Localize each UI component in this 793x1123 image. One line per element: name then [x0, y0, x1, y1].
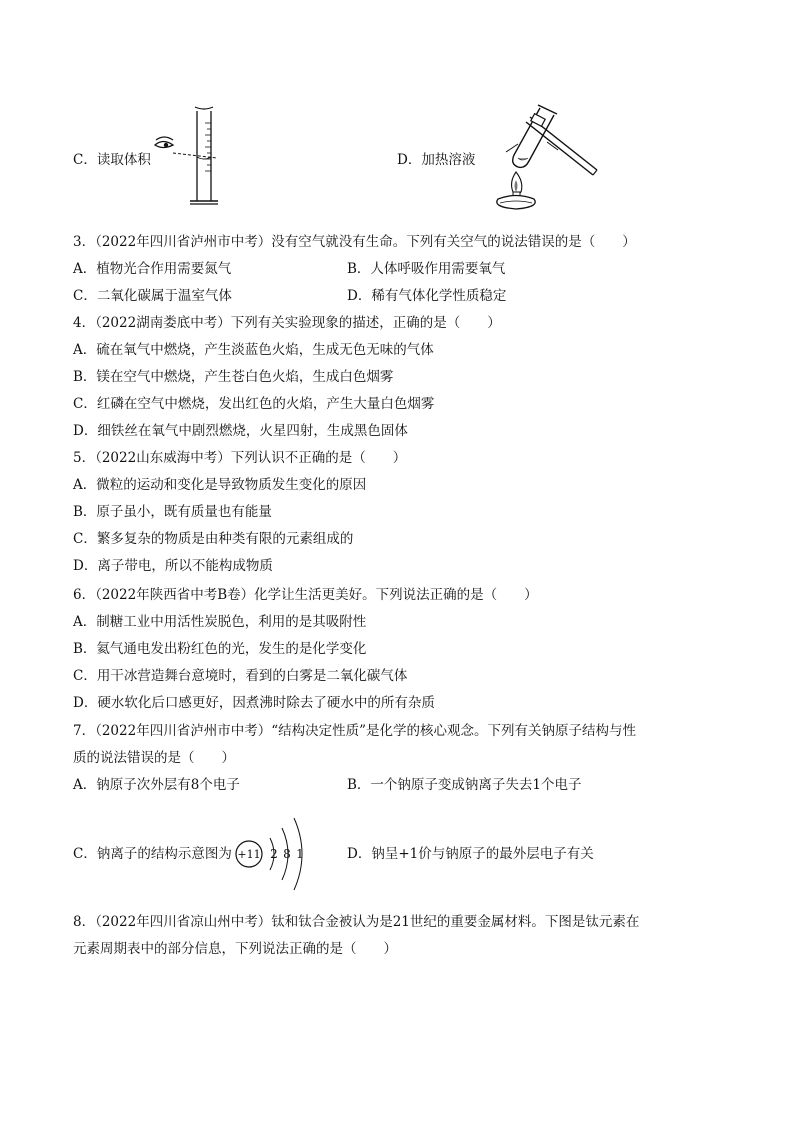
q4-option-b: B．镁在空气中燃烧，产生苍白色火焰，生成白色烟雾 [73, 369, 394, 385]
sodium-structure-diagram [232, 808, 324, 900]
option-d-heat-solution: D．加热溶液 [397, 152, 476, 168]
q8-stem-line-1: 8．（2022年四川省凉山州中考）钛和钛合金被认为是21世纪的重要金属材料。下图是钛元素在 [73, 914, 640, 930]
q3-stem: 3．（2022年四川省泸州市中考）没有空气就没有生命。下列有关空气的说法错误的是（ ） [73, 234, 636, 250]
q4-stem: 4．（2022湖南娄底中考）下列有关实验现象的描述，正确的是（ ） [73, 315, 501, 331]
q6-option-b: B．氦气通电发出粉红色的光，发生的是化学变化 [73, 641, 367, 657]
q4-option-d: D．细铁丝在氧气中剧烈燃烧，火星四射，生成黑色固体 [73, 423, 408, 439]
q5-option-b: B．原子虽小，既有质量也有能量 [73, 504, 272, 520]
q3-option-c: C．二氧化碳属于温室气体 [73, 288, 232, 304]
nucleus-charge: +11 [237, 848, 261, 861]
q4-option-c: C．红磷在空气中燃烧，发出红色的火焰，产生大量白色烟雾 [73, 396, 435, 412]
q3-option-b: B．人体呼吸作用需要氧气 [347, 261, 506, 277]
q3-option-d: D．稀有气体化学性质稳定 [347, 288, 507, 304]
q6-option-d: D．硬水软化后口感更好，因煮沸时除去了硬水中的所有杂质 [73, 695, 435, 711]
q7-option-d: D．钠呈+1价与钠原子的最外层电子有关 [347, 846, 594, 862]
q7-option-c: C．钠离子的结构示意图为 [73, 846, 232, 862]
shell-1-electrons: 2 [270, 847, 278, 861]
q5-option-c: C．繁多复杂的物质是由种类有限的元素组成的 [73, 531, 354, 547]
q3-option-a: A．植物光合作用需要氮气 [73, 261, 232, 277]
q6-option-a: A．制糖工业中用活性炭脱色，利用的是其吸附性 [73, 614, 367, 630]
q7-stem-line-1: 7．（2022年四川省泸州市中考）“结构决定性质”是化学的核心观念。下列有关钠原子结构与性 [73, 723, 636, 739]
option-c-read-volume: C．读取体积 [73, 152, 151, 168]
q6-option-c: C．用干冰营造舞台意境时，看到的白雾是二氧化碳气体 [73, 668, 408, 684]
q8-stem-line-2: 元素周期表中的部分信息，下列说法正确的是（ ） [73, 941, 397, 957]
q7-option-a: A．钠原子次外层有8个电子 [73, 777, 240, 793]
q4-option-a: A．硫在氧气中燃烧，产生淡蓝色火焰，生成无色无味的气体 [73, 342, 434, 358]
q5-option-d: D．离子带电，所以不能构成物质 [73, 558, 273, 574]
q5-option-a: A．微粒的运动和变化是导致物质发生变化的原因 [73, 477, 367, 493]
shell-2-electrons: 8 [283, 847, 291, 861]
shell-3-electrons: 1 [296, 847, 304, 861]
q5-stem: 5．（2022山东威海中考）下列认识不正确的是（ ） [73, 450, 407, 466]
q7-option-b: B．一个钠原子变成钠离子失去1个电子 [347, 777, 582, 793]
alcohol-lamp-test-tube-figure [478, 100, 603, 210]
q7-stem-line-2: 质的说法错误的是（ ） [73, 750, 235, 766]
q6-stem: 6．（2022年陕西省中考B卷）化学让生活更美好。下列说法正确的是（ ） [73, 587, 538, 603]
measuring-cylinder-figure [145, 103, 225, 208]
